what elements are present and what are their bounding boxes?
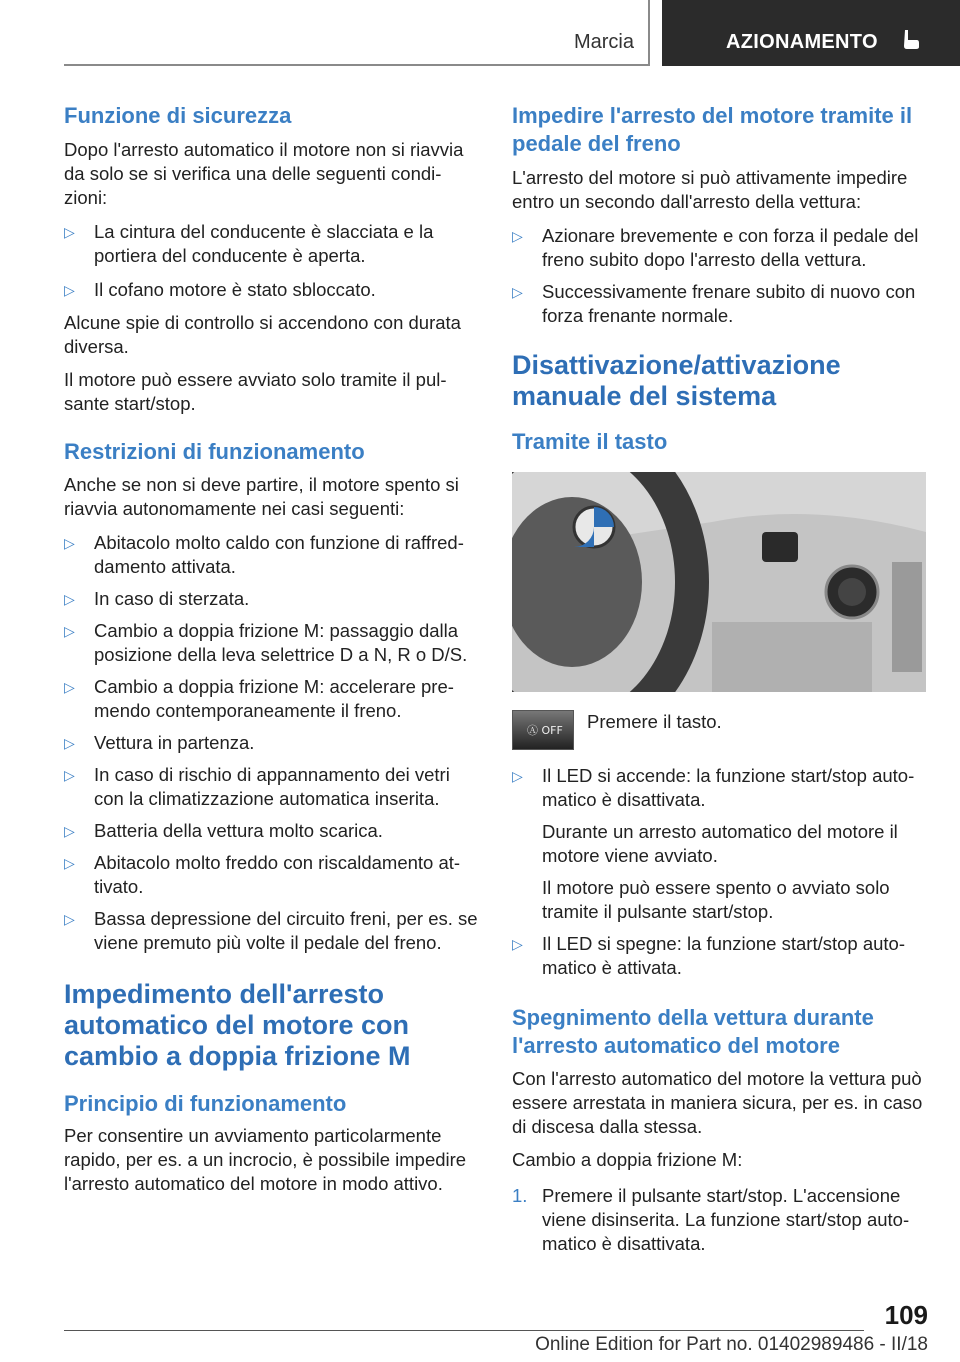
triangle-bullet-icon: ▷ bbox=[64, 855, 75, 871]
list-item: ▷ Bassa depressione del circuito freni, per es. se viene premuto più volte il pedale del freno. bbox=[64, 908, 478, 953]
chapter-label: AZIONAMENTO bbox=[726, 31, 878, 53]
heading-tasto: Tramite il tasto bbox=[512, 429, 668, 454]
heading-disattivazione: Disattivazione/attivazione manuale del sistema bbox=[512, 350, 841, 411]
paragraph: L'arresto del motore si può attivamente impedire entro un secondo dall'arresto della vettura: bbox=[512, 167, 908, 212]
triangle-bullet-icon: ▷ bbox=[64, 735, 75, 751]
section-label: Marcia bbox=[64, 0, 650, 66]
numbered-step: 1. Premere il pulsante start/stop. L'accensione viene disinserita. La funzione start/stop auto-matico è disattivata. bbox=[512, 1185, 910, 1254]
auto-start-stop-button-image: Ⓐ OFF bbox=[512, 710, 574, 750]
heading-impedire: Impedire l'arresto del motore tramite il pedale del freno bbox=[512, 103, 913, 156]
list-item: ▷ Abitacolo molto freddo con riscaldamento at-tivato. bbox=[64, 852, 461, 897]
triangle-bullet-icon: ▷ bbox=[64, 591, 75, 607]
paragraph: Cambio a doppia frizione M: bbox=[512, 1149, 743, 1170]
chapter-tab bbox=[662, 0, 960, 66]
steering-wheel-illustration bbox=[512, 472, 926, 692]
paragraph: Con l'arresto automatico del motore la vettura può essere arrestata in maniera sicura, per es. in caso di discesa dalla stessa. bbox=[512, 1068, 923, 1137]
triangle-bullet-icon: ▷ bbox=[64, 282, 75, 298]
paragraph: Il motore può essere avviato solo tramite il pul-sante start/stop. bbox=[64, 369, 447, 414]
list-subparagraph: Il motore può essere spento o avviato solo tramite il pulsante start/stop. bbox=[542, 877, 890, 922]
right-column bbox=[512, 102, 926, 1256]
paragraph: Anche se non si deve partire, il motore spento si riavvia autonomamente nei casi seguenti: bbox=[64, 474, 459, 519]
triangle-bullet-icon: ▷ bbox=[64, 767, 75, 783]
triangle-bullet-icon: ▷ bbox=[64, 535, 75, 551]
list-item: ▷ In caso di rischio di appannamento dei vetri con la climatizzazione automatica inserita. bbox=[64, 764, 450, 809]
list-item: ▷ In caso di sterzata. bbox=[64, 588, 250, 609]
triangle-bullet-icon: ▷ bbox=[512, 768, 523, 784]
steering-wheel-photo bbox=[512, 472, 926, 692]
button-row bbox=[512, 710, 926, 754]
list-subparagraph: Durante un arresto automatico del motore il motore viene avviato. bbox=[542, 821, 898, 866]
triangle-bullet-icon: ▷ bbox=[512, 228, 523, 244]
list-item: ▷ La cintura del conducente è slacciata e la portiera del conducente è aperta. bbox=[64, 221, 434, 266]
paragraph: Per consentire un avviamento particolarmente rapido, per es. a un incrocio, è possibile impedire l'arresto automatico del motore in modo attivo. bbox=[64, 1125, 467, 1194]
foot-pedal-icon bbox=[898, 28, 920, 50]
paragraph: Premere il tasto. bbox=[587, 711, 722, 732]
heading-impedimento: Impedimento dell'arresto automatico del motore con cambio a doppia frizione M bbox=[64, 979, 411, 1071]
triangle-bullet-icon: ▷ bbox=[512, 936, 523, 952]
footer-divider bbox=[64, 1330, 864, 1331]
heading-principio: Principio di funzionamento bbox=[64, 1091, 347, 1116]
paragraph: Dopo l'arresto automatico il motore non si riavvia da solo se si verifica una delle seguenti condi-zioni: bbox=[64, 139, 464, 208]
heading-spegnimento: Spegnimento della vettura durante l'arresto automatico del motore bbox=[512, 1005, 874, 1058]
triangle-bullet-icon: ▷ bbox=[64, 679, 75, 695]
step-number: 1. bbox=[512, 1185, 528, 1206]
page-number: 109 bbox=[884, 1300, 928, 1330]
list-item: ▷ Cambio a doppia frizione M: passaggio dalla posizione della leva selettrice D a N, R o D/S. bbox=[64, 620, 468, 665]
triangle-bullet-icon: ▷ bbox=[64, 911, 75, 927]
triangle-bullet-icon: ▷ bbox=[64, 823, 75, 839]
list-item: ▷ Il LED si spegne: la funzione start/stop auto-matico è attivata. bbox=[512, 933, 906, 978]
list-item: ▷ Successivamente frenare subito di nuovo con forza frenante normale. bbox=[512, 281, 916, 326]
list-item: ▷ Abitacolo molto caldo con funzione di raffred-damento attivata. bbox=[64, 532, 464, 577]
triangle-bullet-icon: ▷ bbox=[64, 623, 75, 639]
page-header bbox=[64, 0, 960, 66]
list-item: ▷ Il cofano motore è stato sbloccato. bbox=[64, 279, 376, 300]
heading-restrizioni: Restrizioni di funzionamento bbox=[64, 439, 365, 464]
paragraph: Alcune spie di controllo si accendono con durata diversa. bbox=[64, 312, 461, 357]
triangle-bullet-icon: ▷ bbox=[64, 224, 75, 240]
list-item: ▷ Azionare brevemente e con forza il pedale del freno subito dopo l'arresto della vettura. bbox=[512, 225, 919, 270]
left-column bbox=[64, 102, 478, 1196]
list-item: ▷ Vettura in partenza. bbox=[64, 732, 255, 753]
edition-note: Online Edition for Part no. 01402989486 - II/18 bbox=[535, 1334, 928, 1355]
list-item: ▷ Batteria della vettura molto scarica. bbox=[64, 820, 383, 841]
list-item: ▷ Il LED si accende: la funzione start/stop auto-matico è disattivata. bbox=[512, 765, 915, 810]
heading-sicurezza: Funzione di sicurezza bbox=[64, 103, 292, 128]
list-item: ▷ Cambio a doppia frizione M: accelerare pre-mendo contemporaneamente il freno. bbox=[64, 676, 454, 721]
triangle-bullet-icon: ▷ bbox=[512, 284, 523, 300]
